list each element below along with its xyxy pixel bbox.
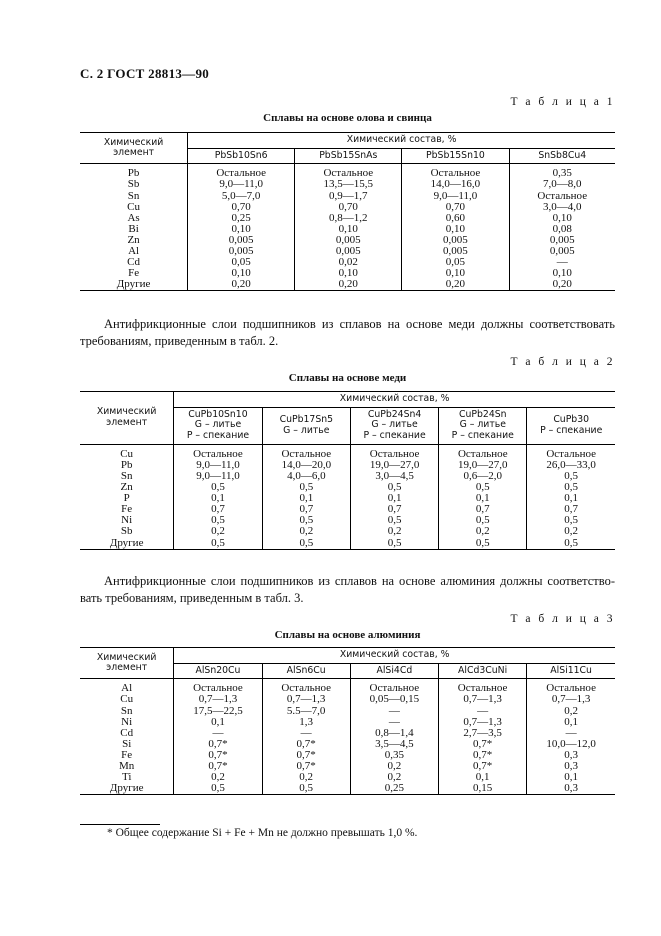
element-cell: As <box>80 213 188 224</box>
value-cell: 0,1 <box>527 493 615 504</box>
composition-header: Химический состав, % <box>174 392 615 408</box>
value-cell: 0,25 <box>350 783 438 795</box>
value-cell: Остальное <box>188 164 295 180</box>
value-cell: 0,005 <box>295 235 402 246</box>
table-row <box>80 493 615 504</box>
value-cell: Остальное <box>509 191 615 202</box>
value-cell: 0,1 <box>527 717 615 728</box>
value-cell: — <box>527 728 615 739</box>
paragraph-aluminium: Антифрикционные слои подшипников из сплавов на основе алюминия должны соответство-вать требованиям, приведенным в табл. 3. <box>80 574 615 605</box>
value-cell: 0,10 <box>509 268 615 279</box>
value-cell: 0,7* <box>438 761 526 772</box>
value-cell: 14,0—16,0 <box>402 179 509 190</box>
element-cell: Mn <box>80 761 174 772</box>
value-cell: 0,005 <box>402 235 509 246</box>
value-cell: 0,10 <box>509 213 615 224</box>
value-cell: 0,5 <box>262 783 350 795</box>
alloy-column-header <box>509 148 615 164</box>
element-header: Химический элемент <box>80 648 174 679</box>
value-cell: 0,005 <box>188 246 295 257</box>
element-cell: Bi <box>80 224 188 235</box>
element-header: Химический элемент <box>80 392 174 445</box>
value-cell: 0,5 <box>439 538 527 550</box>
value-cell: 0,3 <box>527 761 615 772</box>
value-cell: — <box>438 706 526 717</box>
value-cell: Остальное <box>350 679 438 695</box>
alloy-column-header <box>262 407 350 444</box>
value-cell: 0,005 <box>188 235 295 246</box>
value-cell: 9,0—11,0 <box>188 179 295 190</box>
value-cell: Остальное <box>439 444 527 460</box>
value-cell: 0,10 <box>402 268 509 279</box>
table-row <box>80 515 615 526</box>
table-row <box>80 504 615 515</box>
composition-header: Химический состав, % <box>174 648 615 664</box>
element-cell: Al <box>80 679 174 695</box>
value-cell: Остальное <box>174 444 262 460</box>
table-row <box>80 750 615 761</box>
value-cell: 9,0—11,0 <box>402 191 509 202</box>
value-cell: 0,2 <box>174 772 262 783</box>
value-cell: 0,2 <box>439 526 527 537</box>
alloy-column-header <box>350 663 438 679</box>
value-cell: 0,5 <box>174 482 262 493</box>
value-cell: — <box>509 257 615 268</box>
value-cell: 0,7* <box>174 750 262 761</box>
value-cell: 0,10 <box>188 268 295 279</box>
value-cell: 0,005 <box>402 246 509 257</box>
table-row <box>80 694 615 705</box>
table-row <box>80 460 615 471</box>
value-cell: 0,7 <box>527 504 615 515</box>
element-cell: Pb <box>80 164 188 180</box>
value-cell: 0,7—1,3 <box>174 694 262 705</box>
value-cell: 0,5 <box>527 482 615 493</box>
value-cell: 0,7* <box>262 750 350 761</box>
element-header: Химический элемент <box>80 133 188 164</box>
alloy-column-header <box>262 663 350 679</box>
table-row <box>80 783 615 795</box>
value-cell: 0,005 <box>295 246 402 257</box>
value-cell: — <box>350 717 438 728</box>
value-cell: 13,5—15,5 <box>295 179 402 190</box>
element-cell: Cu <box>80 444 174 460</box>
value-cell: 0,5 <box>174 783 262 795</box>
table1-title: Сплавы на основе олова и свинца <box>263 112 432 124</box>
value-cell: 0,05 <box>188 257 295 268</box>
value-cell: 26,0—33,0 <box>527 460 615 471</box>
element-cell: Fe <box>80 268 188 279</box>
value-cell: Остальное <box>174 679 262 695</box>
table-row <box>80 482 615 493</box>
value-cell: 9,0—11,0 <box>174 460 262 471</box>
value-cell: — <box>262 728 350 739</box>
value-cell: 0,1 <box>174 493 262 504</box>
value-cell: 10,0—12,0 <box>527 739 615 750</box>
element-cell: Zn <box>80 235 188 246</box>
alloy-method: G – литье <box>283 424 330 436</box>
value-cell: — <box>174 728 262 739</box>
element-cell: Sn <box>80 471 174 482</box>
element-cell: Ti <box>80 772 174 783</box>
value-cell: 0,2 <box>262 772 350 783</box>
value-cell: 1,3 <box>262 717 350 728</box>
element-cell: Pb <box>80 460 174 471</box>
value-cell: 0,2 <box>262 526 350 537</box>
value-cell: 17,5—22,5 <box>174 706 262 717</box>
value-cell: 0,7—1,3 <box>262 694 350 705</box>
value-cell: 0,02 <box>295 257 402 268</box>
table-row <box>80 739 615 750</box>
element-cell: Другие <box>80 279 188 291</box>
value-cell: 0,5 <box>350 482 438 493</box>
value-cell: 2,7—3,5 <box>438 728 526 739</box>
value-cell: 0,6—2,0 <box>439 471 527 482</box>
table-row <box>80 728 615 739</box>
value-cell: 3,5—4,5 <box>350 739 438 750</box>
value-cell: 0,70 <box>402 202 509 213</box>
value-cell: 0,5 <box>527 515 615 526</box>
element-cell: Sn <box>80 706 174 717</box>
alloy-name: SnSb8Cu4 <box>538 149 587 161</box>
value-cell: 0,7* <box>174 761 262 772</box>
value-cell: 0,005 <box>509 235 615 246</box>
value-cell: 0,2 <box>527 526 615 537</box>
value-cell: 19,0—27,0 <box>439 460 527 471</box>
value-cell: 0,20 <box>402 279 509 291</box>
table-row <box>80 164 615 180</box>
value-cell: Остальное <box>527 444 615 460</box>
value-cell: 0,08 <box>509 224 615 235</box>
table-row <box>80 772 615 783</box>
value-cell: 0,5 <box>350 538 438 550</box>
alloy-column-header <box>527 407 615 444</box>
value-cell: 0,3 <box>527 783 615 795</box>
value-cell: 0,5 <box>350 515 438 526</box>
alloy-name: PbSb15SnAs <box>319 149 378 161</box>
paragraph-copper: Антифрикционные слои подшипников из сплавов на основе меди должны соответствовать требованиям, приведенным в табл. 2. <box>80 317 615 348</box>
value-cell: 0,7 <box>174 504 262 515</box>
element-cell: Zn <box>80 482 174 493</box>
value-cell: 0,10 <box>402 224 509 235</box>
alloy-name: CuPb24Sn4 <box>367 408 422 420</box>
table-row <box>80 526 615 537</box>
value-cell: 0,1 <box>527 772 615 783</box>
value-cell: 0,35 <box>509 164 615 180</box>
value-cell: 0,05 <box>402 257 509 268</box>
value-cell: 0,7 <box>350 504 438 515</box>
table2-title: Сплавы на основе меди <box>288 372 407 384</box>
alloy-method: P – спекание <box>186 430 250 442</box>
table-row <box>80 444 615 460</box>
value-cell: 0,10 <box>295 224 402 235</box>
value-cell: 0,7—1,3 <box>527 694 615 705</box>
alloy-column-header <box>438 663 526 679</box>
value-cell: 0,2 <box>527 706 615 717</box>
value-cell: 14,0—20,0 <box>262 460 350 471</box>
table-row <box>80 761 615 772</box>
table2-label: Т а б л и ц а 2 <box>510 356 615 368</box>
value-cell: Остальное <box>438 679 526 695</box>
value-cell: 0,7 <box>262 504 350 515</box>
element-cell: Cd <box>80 728 174 739</box>
page-header: С. 2 ГОСТ 28813—90 <box>80 66 210 81</box>
alloy-column-header <box>174 407 262 444</box>
table1-label: Т а б л и ц а 1 <box>510 96 615 108</box>
value-cell: 3,0—4,0 <box>509 202 615 213</box>
element-cell: Ni <box>80 515 174 526</box>
value-cell: 0,5 <box>174 515 262 526</box>
value-cell: 3,0—4,5 <box>350 471 438 482</box>
alloy-column-header <box>439 407 527 444</box>
value-cell: 0,60 <box>402 213 509 224</box>
value-cell: 0,3 <box>527 750 615 761</box>
alloy-column-header <box>402 148 509 164</box>
table-row <box>80 179 615 190</box>
value-cell: 0,2 <box>350 761 438 772</box>
element-cell: Sb <box>80 179 188 190</box>
footnote: * Общее содержание Si + Fe + Mn не должно превышать 1,0 %. <box>107 827 418 839</box>
alloy-column-header <box>527 663 615 679</box>
value-cell: 0,35 <box>350 750 438 761</box>
table3-label: Т а б л и ц а 3 <box>510 613 615 625</box>
alloy-column-header <box>188 148 295 164</box>
value-cell: 0,70 <box>295 202 402 213</box>
value-cell: 0,7* <box>438 750 526 761</box>
value-cell: Остальное <box>295 164 402 180</box>
value-cell: 0,20 <box>295 279 402 291</box>
value-cell: 0,5 <box>262 538 350 550</box>
value-cell: 4,0—6,0 <box>262 471 350 482</box>
value-cell: 0,7* <box>174 739 262 750</box>
value-cell: 0,25 <box>188 213 295 224</box>
alloy-name: CuPb30 <box>553 414 590 426</box>
value-cell: Остальное <box>262 444 350 460</box>
value-cell: 0,1 <box>438 772 526 783</box>
value-cell: 0,7* <box>438 739 526 750</box>
table-row <box>80 706 615 717</box>
element-cell: Fe <box>80 504 174 515</box>
value-cell: 0,70 <box>188 202 295 213</box>
table3-title: Сплавы на основе алюминия <box>274 629 421 641</box>
table-row <box>80 679 615 695</box>
value-cell: 0,5 <box>174 538 262 550</box>
table1 <box>80 132 615 291</box>
value-cell: 5,0—7,0 <box>188 191 295 202</box>
element-cell: Cd <box>80 257 188 268</box>
alloy-name: CuPb10Sn10 <box>188 408 248 420</box>
value-cell: 0,7* <box>262 761 350 772</box>
table-row <box>80 191 615 202</box>
element-cell: Cu <box>80 202 188 213</box>
value-cell: 0,5 <box>439 515 527 526</box>
value-cell: Остальное <box>402 164 509 180</box>
element-cell: Sb <box>80 526 174 537</box>
value-cell: 0,5 <box>527 471 615 482</box>
value-cell: — <box>350 706 438 717</box>
value-cell: 0,8—1,2 <box>295 213 402 224</box>
table-row <box>80 471 615 482</box>
value-cell: 0,2 <box>350 526 438 537</box>
value-cell: 0,5 <box>527 538 615 550</box>
value-cell: Остальное <box>262 679 350 695</box>
value-cell: 0,1 <box>439 493 527 504</box>
element-cell: Al <box>80 246 188 257</box>
value-cell: 0,05—0,15 <box>350 694 438 705</box>
alloy-name: AlSn6Cu <box>286 664 326 676</box>
value-cell: 0,5 <box>262 515 350 526</box>
value-cell: 0,9—1,7 <box>295 191 402 202</box>
alloy-name: PbSb15Sn10 <box>426 149 485 161</box>
alloy-method: G – литье <box>194 419 242 431</box>
value-cell: 0,1 <box>350 493 438 504</box>
value-cell: 0,10 <box>188 224 295 235</box>
value-cell: 0,7—1,3 <box>438 717 526 728</box>
alloy-method: P – спекание <box>451 430 514 442</box>
alloy-method: P – спекание <box>363 430 426 442</box>
value-cell: 0,5 <box>439 482 527 493</box>
value-cell: 0,1 <box>174 717 262 728</box>
footnote-rule <box>80 824 160 825</box>
value-cell: 7,0—8,0 <box>509 179 615 190</box>
element-cell: Другие <box>80 783 174 795</box>
alloy-name: CuPb17Sn5 <box>279 414 334 426</box>
alloy-name: AlSi4Cd <box>376 664 413 676</box>
element-cell: Другие <box>80 538 174 550</box>
alloy-method: P – спекание <box>540 424 603 436</box>
value-cell: 19,0—27,0 <box>350 460 438 471</box>
value-cell: 9,0—11,0 <box>174 471 262 482</box>
element-cell: Sn <box>80 191 188 202</box>
value-cell: 0,8—1,4 <box>350 728 438 739</box>
value-cell: 0,2 <box>350 772 438 783</box>
value-cell: 0,5 <box>262 482 350 493</box>
composition-header: Химический состав, % <box>188 133 615 149</box>
element-cell: Cu <box>80 694 174 705</box>
alloy-name: PbSb10Sn6 <box>214 149 268 161</box>
alloy-method: G – литье <box>371 419 418 431</box>
table-row <box>80 279 615 291</box>
table2 <box>80 391 615 550</box>
value-cell: 0,005 <box>509 246 615 257</box>
value-cell: 0,20 <box>509 279 615 291</box>
table-row <box>80 538 615 550</box>
element-cell: P <box>80 493 174 504</box>
value-cell: 0,15 <box>438 783 526 795</box>
table-row <box>80 717 615 728</box>
alloy-name: AlCd3CuNi <box>458 664 508 676</box>
value-cell: 0,2 <box>174 526 262 537</box>
value-cell: 0,20 <box>188 279 295 291</box>
value-cell: Остальное <box>527 679 615 695</box>
value-cell: 0,7* <box>262 739 350 750</box>
table3 <box>80 647 615 795</box>
alloy-name: AlSn20Cu <box>195 664 241 676</box>
value-cell: Остальное <box>350 444 438 460</box>
value-cell: 0,10 <box>295 268 402 279</box>
alloy-name: AlSi11Cu <box>550 664 592 676</box>
element-cell: Si <box>80 739 174 750</box>
alloy-method: G – литье <box>459 419 506 431</box>
value-cell: 0,7—1,3 <box>438 694 526 705</box>
element-cell: Ni <box>80 717 174 728</box>
value-cell: 5.5—7,0 <box>262 706 350 717</box>
value-cell: 0,1 <box>262 493 350 504</box>
element-cell: Fe <box>80 750 174 761</box>
value-cell: 0,7 <box>439 504 527 515</box>
alloy-column-header <box>350 407 438 444</box>
alloy-column-header <box>174 663 262 679</box>
alloy-column-header <box>295 148 402 164</box>
alloy-name: CuPb24Sn <box>459 408 507 420</box>
